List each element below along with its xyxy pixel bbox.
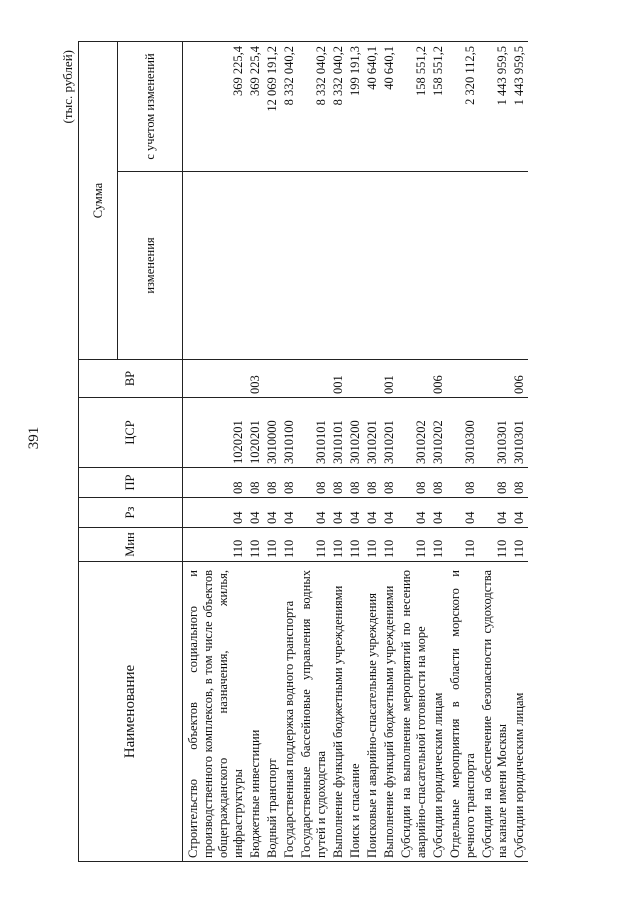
row-min: 110 xyxy=(381,528,398,562)
header-vr: ВР xyxy=(79,360,183,398)
row-changes xyxy=(430,172,447,360)
row-rz: 04 xyxy=(264,498,281,528)
header-with-changes: с учетом изменений xyxy=(118,42,183,172)
row-changes xyxy=(264,172,281,360)
row-name: Водный транспорт xyxy=(264,562,281,862)
row-total: 199 191,3 xyxy=(347,42,364,172)
table-row xyxy=(330,42,347,862)
row-pr: 08 xyxy=(281,468,298,498)
row-rz: 04 xyxy=(511,498,528,528)
row-min: 110 xyxy=(183,528,248,562)
table-row xyxy=(511,42,528,862)
header-csr: ЦСР xyxy=(79,398,183,468)
row-rz: 04 xyxy=(479,498,511,528)
row-pr: 08 xyxy=(347,468,364,498)
row-vr: 003 xyxy=(247,360,264,398)
row-rz: 04 xyxy=(281,498,298,528)
row-name: Субсидии на выполнение мероприятий по несению аварийно-спасательной готовности на море xyxy=(398,562,430,862)
table-row xyxy=(281,42,298,862)
row-pr: 08 xyxy=(430,468,447,498)
row-csr: 3010101 xyxy=(330,398,347,468)
header-min: Мин xyxy=(79,528,183,562)
table-row xyxy=(364,42,381,862)
row-csr: 3010201 xyxy=(364,398,381,468)
table-row xyxy=(247,42,264,862)
row-min: 110 xyxy=(298,528,330,562)
row-rz: 04 xyxy=(183,498,248,528)
row-min: 110 xyxy=(264,528,281,562)
row-pr: 08 xyxy=(330,468,347,498)
row-csr: 3010202 xyxy=(430,398,447,468)
row-changes xyxy=(398,172,430,360)
row-vr xyxy=(447,360,479,398)
row-csr: 3010300 xyxy=(447,398,479,468)
table-row xyxy=(447,42,479,862)
row-pr: 08 xyxy=(247,468,264,498)
row-csr: 3010101 xyxy=(298,398,330,468)
row-changes xyxy=(281,172,298,360)
row-pr: 08 xyxy=(511,468,528,498)
budget-table xyxy=(78,41,528,862)
row-name: Выполнение функций бюджетными учреждениями xyxy=(381,562,398,862)
row-total: 1 443 959,5 xyxy=(511,42,528,172)
row-rz: 04 xyxy=(347,498,364,528)
row-name: Государственная поддержка водного транспорта xyxy=(281,562,298,862)
row-name: Отдельные мероприятия в области морского и речного транспорта xyxy=(447,562,479,862)
table-row xyxy=(264,42,281,862)
row-total: 40 640,1 xyxy=(364,42,381,172)
row-name: Поиск и спасание xyxy=(347,562,364,862)
row-pr: 08 xyxy=(447,468,479,498)
row-vr xyxy=(347,360,364,398)
row-vr: 006 xyxy=(511,360,528,398)
row-vr xyxy=(398,360,430,398)
table-body xyxy=(183,42,529,862)
header-sum: Сумма xyxy=(79,42,118,360)
table-row xyxy=(183,42,248,862)
row-changes xyxy=(183,172,248,360)
table-row xyxy=(398,42,430,862)
row-changes xyxy=(247,172,264,360)
row-name: Субсидии юридическим лицам xyxy=(511,562,528,862)
row-pr: 08 xyxy=(264,468,281,498)
row-vr xyxy=(364,360,381,398)
row-total: 369 225,4 xyxy=(183,42,248,172)
row-rz: 04 xyxy=(247,498,264,528)
row-total: 8 332 040,2 xyxy=(298,42,330,172)
row-pr: 08 xyxy=(479,468,511,498)
row-vr xyxy=(281,360,298,398)
row-vr: 001 xyxy=(330,360,347,398)
row-total: 1 443 959,5 xyxy=(479,42,511,172)
row-changes xyxy=(330,172,347,360)
row-rz: 04 xyxy=(330,498,347,528)
row-min: 110 xyxy=(347,528,364,562)
row-name: Субсидии на обеспечение безопасности судоходства на канале имени Москвы xyxy=(479,562,511,862)
header-rz: Рз xyxy=(79,498,183,528)
header-changes: изменения xyxy=(118,172,183,360)
row-changes xyxy=(347,172,364,360)
row-csr: 3010201 xyxy=(381,398,398,468)
row-changes xyxy=(447,172,479,360)
budget-table-page xyxy=(56,42,612,862)
row-min: 110 xyxy=(430,528,447,562)
row-min: 110 xyxy=(479,528,511,562)
table-row xyxy=(430,42,447,862)
row-total: 158 551,2 xyxy=(398,42,430,172)
row-rz: 04 xyxy=(298,498,330,528)
row-csr: 3010301 xyxy=(479,398,511,468)
row-rz: 04 xyxy=(364,498,381,528)
row-name: Государственные бассейновые управления водных путей и судоходства xyxy=(298,562,330,862)
header-name: Наименование xyxy=(79,562,183,862)
row-name: Поисковые и аварийно-спасательные учреждения xyxy=(364,562,381,862)
row-name: Выполнение функций бюджетными учреждениями xyxy=(330,562,347,862)
page-number: 391 xyxy=(26,426,42,450)
row-csr: 3010100 xyxy=(281,398,298,468)
row-total: 40 640,1 xyxy=(381,42,398,172)
row-vr: 001 xyxy=(381,360,398,398)
table-row xyxy=(298,42,330,862)
header-pr: ПР xyxy=(79,468,183,498)
row-csr: 3010200 xyxy=(347,398,364,468)
row-pr: 08 xyxy=(364,468,381,498)
row-pr: 08 xyxy=(398,468,430,498)
row-changes xyxy=(364,172,381,360)
row-pr: 08 xyxy=(183,468,248,498)
row-rz: 04 xyxy=(447,498,479,528)
row-total: 8 332 040,2 xyxy=(281,42,298,172)
row-min: 110 xyxy=(364,528,381,562)
row-rz: 04 xyxy=(430,498,447,528)
page-number-strip xyxy=(24,0,44,900)
row-changes xyxy=(479,172,511,360)
row-min: 110 xyxy=(247,528,264,562)
row-min: 110 xyxy=(281,528,298,562)
row-csr: 3010202 xyxy=(398,398,430,468)
row-vr xyxy=(264,360,281,398)
table-row xyxy=(479,42,511,862)
row-total: 369 225,4 xyxy=(247,42,264,172)
table-row xyxy=(381,42,398,862)
row-min: 110 xyxy=(330,528,347,562)
row-csr: 1020201 xyxy=(247,398,264,468)
row-csr: 3010000 xyxy=(264,398,281,468)
row-rz: 04 xyxy=(381,498,398,528)
row-changes xyxy=(381,172,398,360)
row-vr xyxy=(183,360,248,398)
row-changes xyxy=(298,172,330,360)
row-name: Субсидии юридическим лицам xyxy=(430,562,447,862)
row-min: 110 xyxy=(398,528,430,562)
row-csr: 3010301 xyxy=(511,398,528,468)
row-total: 8 332 040,2 xyxy=(330,42,347,172)
row-pr: 08 xyxy=(298,468,330,498)
row-vr xyxy=(298,360,330,398)
table-row xyxy=(347,42,364,862)
row-pr: 08 xyxy=(381,468,398,498)
row-min: 110 xyxy=(447,528,479,562)
row-rz: 04 xyxy=(398,498,430,528)
units-label: (тыс. рублей) xyxy=(60,50,75,124)
row-changes xyxy=(511,172,528,360)
row-name: Бюджетные инвестиции xyxy=(247,562,264,862)
row-total: 12 069 191,2 xyxy=(264,42,281,172)
row-csr: 1020201 xyxy=(183,398,248,468)
row-name: Строительство объектов социального и производственного комплексов, в том числе объектов общегражданского назначения, жилья, инфраструктуры xyxy=(183,562,248,862)
row-total: 2 320 112,5 xyxy=(447,42,479,172)
row-vr xyxy=(479,360,511,398)
row-vr: 006 xyxy=(430,360,447,398)
row-min: 110 xyxy=(511,528,528,562)
row-total: 158 551,2 xyxy=(430,42,447,172)
